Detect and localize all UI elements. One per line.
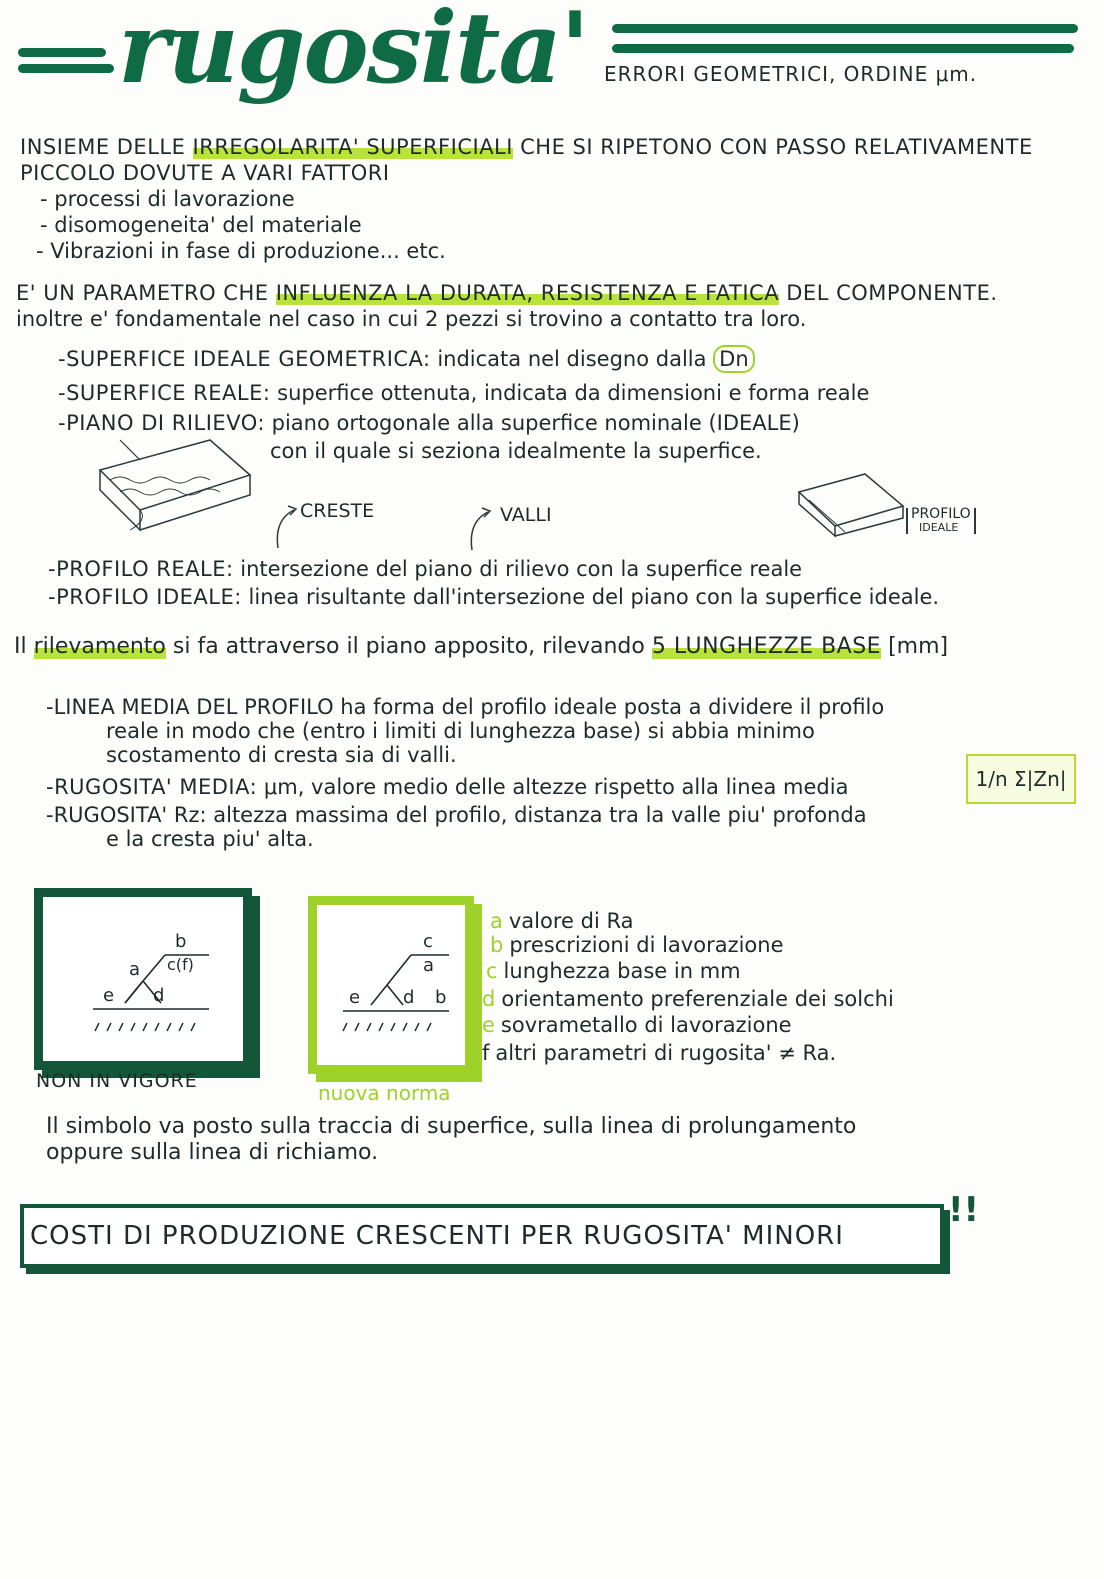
def-term: -RUGOSITA' MEDIA:: [46, 775, 258, 799]
factor-item: - disomogeneita' del materiale: [40, 213, 362, 237]
legend-text: sovrametallo di lavorazione: [500, 1013, 792, 1037]
label-profilo: PROFILO: [911, 506, 971, 522]
symbol-box-new: [308, 896, 474, 1074]
def-term: -SUPERFICE REALE:: [58, 381, 271, 405]
title-left-bar-1: [18, 48, 106, 57]
valli-arrow-icon: [464, 502, 494, 552]
param-text-post: DEL COMPONENTE.: [779, 281, 998, 305]
symbol-new-c: c: [423, 931, 433, 952]
dn-badge: Dn: [713, 345, 754, 373]
def-term: -PROFILO REALE:: [48, 557, 234, 581]
ra-formula-box: 1/n Σ|Zn|: [966, 754, 1076, 804]
label-creste: CRESTE: [300, 500, 375, 522]
symbol-new-b: b: [435, 987, 447, 1008]
title-right-bar-2: [612, 44, 1074, 53]
legend-letter: b: [490, 933, 504, 957]
roughness-symbol-old-icon: [43, 897, 243, 1061]
rugosita-media: [46, 774, 848, 800]
placement-line-2: oppure sulla linea di richiamo.: [46, 1140, 379, 1165]
factor-item: - processi di lavorazione: [40, 187, 295, 211]
symbol-old-c: c(f): [167, 955, 194, 974]
def-text: superfice ottenuta, indicata da dimensioni e forma reale: [270, 381, 870, 405]
legend-letter: f: [482, 1041, 490, 1065]
legend-item: [490, 908, 633, 934]
placement-line-1: Il simbolo va posto sulla traccia di superfice, sulla linea di prolungamento: [46, 1114, 857, 1139]
legend-letter: a: [490, 909, 503, 933]
legend-letter: e: [482, 1013, 495, 1037]
page-subtitle: ERRORI GEOMETRICI, ORDINE μm.: [604, 62, 978, 86]
conclusion-box: COSTI DI PRODUZIONE CRESCENTI PER RUGOSITA' MINORI: [20, 1204, 944, 1268]
linea-media-line-2: reale in modo che (entro i limiti di lunghezza base) si abbia minimo: [106, 719, 815, 743]
symbol-old-e: e: [103, 985, 115, 1006]
legend-item: [482, 1040, 836, 1066]
linea-media-line-1: -LINEA MEDIA DEL PROFILO ha forma del profilo ideale posta a dividere il profilo: [46, 695, 885, 719]
intro-text: INSIEME DELLE: [20, 135, 193, 159]
symbol-new-a: a: [423, 955, 435, 976]
symbol-new-e: e: [349, 987, 361, 1008]
rugosita-rz-line-2: e la cresta piu' alta.: [106, 827, 314, 851]
def-text: piano ortogonale alla superfice nominale (IDEALE): [264, 411, 800, 435]
def-text: indicata nel disegno dalla: [430, 347, 714, 371]
highlight-lunghezze-base: 5 LUNGHEZZE BASE: [651, 634, 882, 659]
creste-arrow-icon: [270, 500, 300, 550]
highlight-durata: INFLUENZA LA DURATA, RESISTENZA E FATICA: [275, 281, 780, 305]
label-ideale: IDEALE: [919, 521, 959, 534]
title-right-bar-1: [612, 24, 1078, 33]
factor-item: - Vibrazioni in fase di produzione... etc.: [36, 239, 446, 263]
legend-text: orientamento preferenziale dei solchi: [501, 987, 894, 1011]
def-profilo-ideale: [48, 584, 939, 610]
rilevamento-line: [14, 634, 948, 660]
intro-line-1: [20, 134, 1033, 160]
def-text: μm, valore medio delle altezze rispetto alla linea media: [257, 775, 849, 799]
ideal-surface-sketch: [795, 470, 910, 540]
legend-text: prescrizioni di lavorazione: [509, 933, 784, 957]
highlight-irregolarita: IRREGOLARITA' SUPERFICIALI: [192, 135, 513, 159]
def-term: -PROFILO IDEALE:: [48, 585, 242, 609]
real-surface-sketch: [90, 430, 260, 550]
legend-item: [482, 1012, 792, 1038]
legend-item: [482, 986, 894, 1012]
intro-line-2: PICCOLO DOVUTE A VARI FATTORI: [20, 161, 390, 185]
legend-letter: d: [482, 987, 496, 1011]
page-title: rugosita': [118, 0, 588, 106]
param-line-2: inoltre e' fondamentale nel caso in cui 2 pezzi si trovino a contatto tra loro.: [16, 307, 807, 331]
param-line-1: [16, 280, 998, 306]
param-text: E' UN PARAMETRO CHE: [16, 281, 276, 305]
rilevamento-text: Il: [14, 634, 34, 659]
def-text: intersezione del piano di rilievo con la superfice reale: [233, 557, 803, 581]
piano-continuation: con il quale si seziona idealmente la superfice.: [270, 439, 762, 463]
label-valli: VALLI: [500, 504, 552, 526]
caption-non-in-vigore: NON IN VIGORE: [36, 1070, 198, 1092]
legend-text: lunghezza base in mm: [503, 959, 741, 983]
linea-media-line-3: scostamento di cresta sia di valli.: [106, 743, 457, 767]
def-superfice-ideale: [58, 346, 755, 372]
rilevamento-unit: [mm]: [881, 634, 949, 659]
caption-nuova-norma: nuova norma: [318, 1081, 451, 1105]
highlight-rilevamento: rilevamento: [33, 634, 166, 659]
symbol-old-d: d: [153, 985, 165, 1006]
symbol-old-b: b: [175, 931, 187, 952]
intro-text-post: CHE SI RIPETONO CON PASSO RELATIVAMENTE: [512, 135, 1033, 159]
profilo-ideale-label: [906, 508, 976, 534]
rugosita-rz-line-1: -RUGOSITA' Rz: altezza massima del profilo, distanza tra la valle piu' profonda: [46, 803, 867, 827]
legend-item: [486, 958, 741, 984]
def-term: -PIANO DI RILIEVO:: [58, 411, 265, 435]
def-profilo-reale: [48, 556, 802, 582]
rilevamento-text: si fa attraverso il piano apposito, rilevando: [165, 634, 652, 659]
legend-letter: c: [486, 959, 498, 983]
roughness-symbol-new-icon: [317, 905, 465, 1065]
def-term: -SUPERFICE IDEALE GEOMETRICA:: [58, 347, 431, 371]
symbol-new-d: d: [403, 987, 415, 1008]
symbol-box-old: [34, 888, 252, 1070]
legend-text: altri parametri di rugosita' ≠ Ra.: [495, 1041, 837, 1065]
legend-item: [490, 932, 784, 958]
symbol-old-a: a: [129, 959, 141, 980]
exclaim-mark: !!: [948, 1190, 980, 1230]
def-superfice-reale: [58, 380, 869, 406]
title-left-bar-2: [18, 64, 114, 73]
legend-text: valore di Ra: [508, 909, 634, 933]
def-text: linea risultante dall'intersezione del piano con la superfice ideale.: [241, 585, 940, 609]
